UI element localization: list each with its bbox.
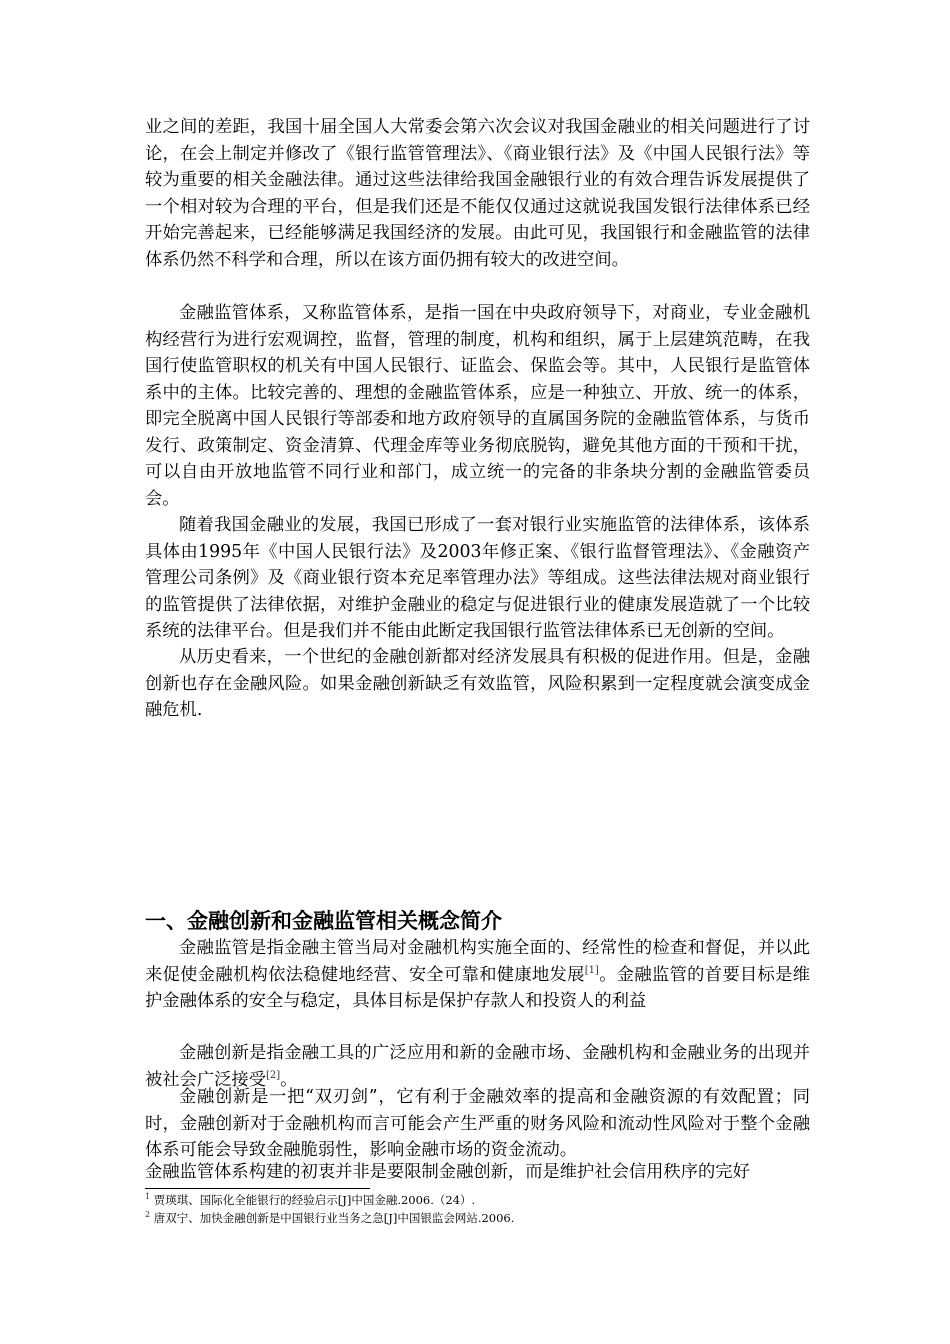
body-paragraph-8: 金融监管体系构建的初衷并非是要限制金融创新，而是维护社会信用秩序的完好 — [145, 1162, 750, 1182]
footnote-2 — [145, 1210, 810, 1226]
citation-ref-1[interactable]: [1] — [584, 964, 599, 976]
footnote-1 — [145, 1192, 810, 1208]
paragraph-text: 。金融监管的首要目标是维护金融体系的安全与稳定，具体目标是保护存款人和投资人的利益 — [145, 964, 810, 1011]
body-paragraph-4: 从历史看来，一个世纪的金融创新都对经济发展具有积极的促进作用。但是，金融创新也存在金融风险。如果金融创新缺乏有效监管，风险积累到一定程度就会演变成金融危机. — [145, 647, 810, 720]
paragraph-text: 金融监管是指金融主管当局对金融机构实施全面的、经常性的检查和督促，并以此来促使金融机构依法稳健地经营、安全可靠和健康地发展 — [145, 938, 810, 985]
body-paragraph-1: 业之间的差距，我国十届全国人大常委会第六次会议对我国金融业的相关问题进行了讨论，在会上制定并修改了《银行监管管理法》、《商业银行法》及《中国人民银行法》等较为重要的相关金融法律。通过这些法律给我国金融银行业的有效合理告诉发展提供了一个相对较为合理的平台，但是我们还是不能仅仅通过这就说我国发银行法律体系已经开始完善起来，已经能够满足我国经济的发展。由此可见，我国银行和金融监管的法律体系仍然不科学和合理，所以在该方面仍拥有较大的改进空间。 — [145, 117, 810, 270]
footnote-number: 2 — [145, 1210, 151, 1220]
section-heading: 一、金融创新和金融监管相关概念简介 — [145, 909, 502, 933]
paragraph-text: 。 — [280, 1069, 298, 1090]
footnote-text: 贾瑛琪、国际化全能银行的经验启示[J]中国金融.2006.（24）. — [153, 1193, 476, 1207]
footnote-text: 唐双宁、加快金融创新是中国银行业当务之急[J]中国银监会网站.2006. — [153, 1211, 515, 1225]
body-paragraph-5 — [145, 935, 810, 1015]
footnote-number: 1 — [145, 1192, 151, 1202]
body-paragraph-2: 金融监管体系，又称监管体系，是指一国在中央政府领导下，对商业，专业金融机构经营行为进行宏观调控，监督，管理的制度，机构和组织，属于上层建筑范畴，在我国行使监管职权的机关有中国人民银行、证监会、保监会等。其中，人民银行是监管体系中的主体。比较完善的、理想的金融监管体系，应是一种独立、开放、统一的体系，即完全脱离中国人民银行等部委和地方政府领导的直属国务院的金融监管体系，与货币发行、政策制定、资金清算、代理金库等业务彻底脱钩，避免其他方面的干预和干扰，可以自由开放地监管不同行业和部门，成立统一的完备的非条块分割的金融监管委员会。 — [145, 303, 810, 509]
body-paragraph-3: 随着我国金融业的发展，我国已形成了一套对银行业实施监管的法律体系，该体系具体由1995年《中国人民银行法》及2003年修正案、《银行监督管理法》、《金融资产管理公司条例》及《商业银行资本充足率管理办法》等组成。这些法律法规对商业银行的监管提供了法律依据，对维护金融业的稳定与促进银行业的健康发展造就了一个比较系统的法律平台。但是我们并不能由此断定我国银行监管法律体系已无创新的空间。 — [145, 515, 810, 641]
citation-ref-2[interactable]: [2] — [265, 1069, 281, 1081]
paragraph-text: 金融创新是指金融工具的广泛应用和新的金融市场、金融机构和金融业务的出现并被社会广泛接受 — [145, 1043, 810, 1090]
body-paragraph-7: 金融创新是一把“双刃剑”，它有利于金融效率的提高和金融资源的有效配置；同时，金融创新对于金融机构而言可能会产生严重的财务风险和流动性风险对于整个金融体系可能会导致金融脆弱性，影响金融市场的资金流动。 — [145, 1087, 810, 1160]
footnote-divider — [145, 1188, 370, 1189]
